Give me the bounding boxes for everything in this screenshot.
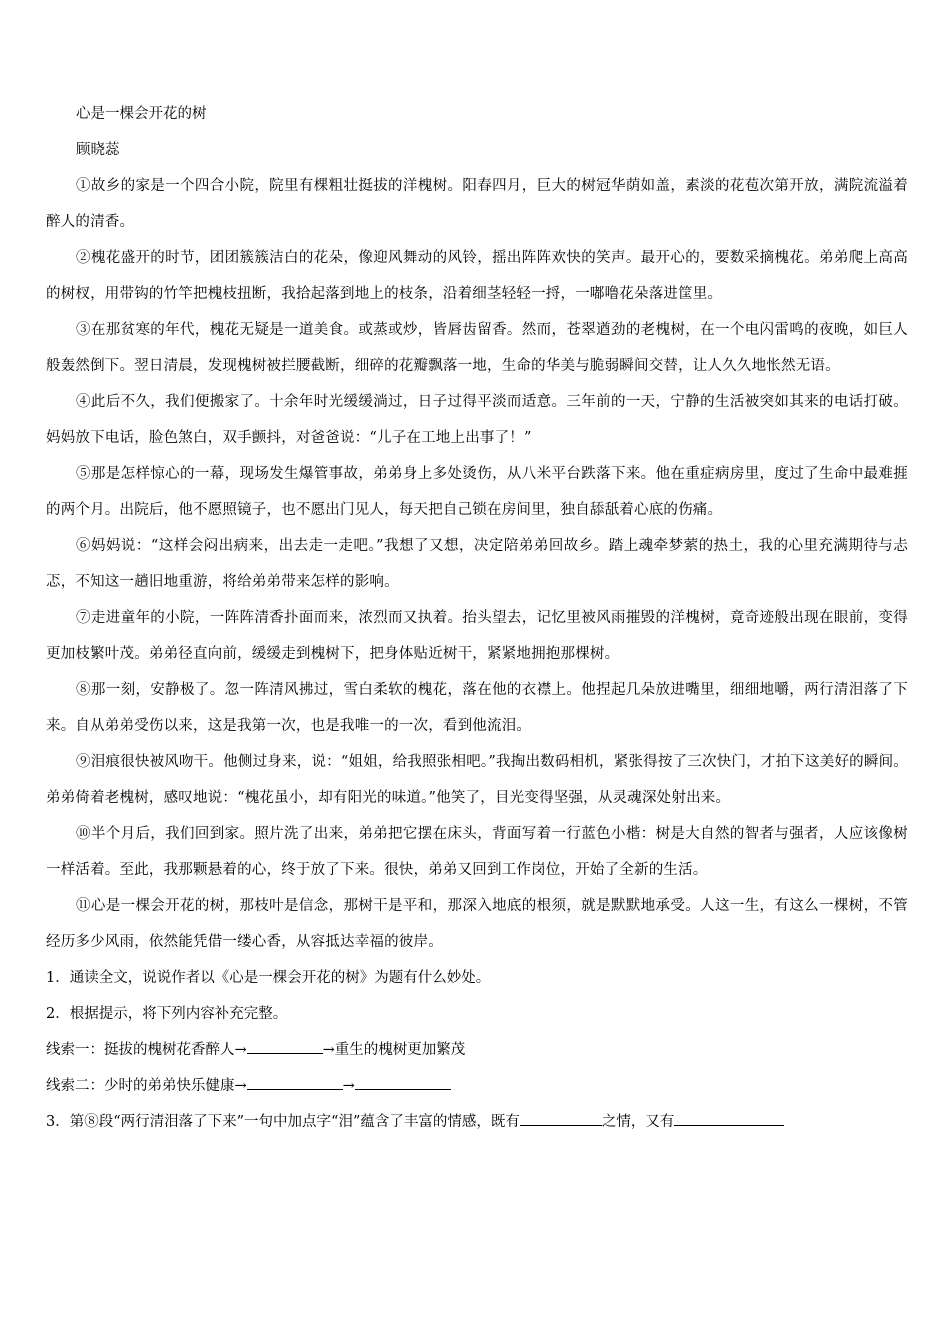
question-3-blank-1[interactable] bbox=[520, 1109, 602, 1126]
clue-2-blank-2[interactable] bbox=[355, 1073, 451, 1090]
clue-1-blank[interactable] bbox=[247, 1037, 323, 1054]
question-1: 1．通读全文，说说作者以《心是一棵会开花的树》为题有什么妙处。 bbox=[46, 970, 491, 986]
article-author: 顾晓蕊 bbox=[76, 142, 120, 158]
article-title: 心是一棵会开花的树 bbox=[76, 106, 207, 122]
question-3 bbox=[46, 1104, 908, 1140]
question-2: 2．根据提示，将下列内容补充完整。 bbox=[46, 1006, 288, 1022]
paragraph-11: ⑪心是一棵会开花的树，那枝叶是信念，那树干是平和，那深入地底的根须，就是默默地承受。人这一生，有这么一棵树，不管经历多少风雨，依然能凭借一缕心香，从容抵达幸福的彼岸。 bbox=[46, 898, 908, 950]
paragraph-8: ⑧那一刻，安静极了。忽一阵清风拂过，雪白柔软的槐花，落在他的衣襟上。他捏起几朵放进嘴里，细细地嚼，两行清泪落了下来。自从弟弟受伤以来，这是我第一次，也是我唯一的一次，看到他流泪。 bbox=[46, 682, 908, 734]
paragraph-6: ⑥妈妈说：“这样会闷出病来，出去走一走吧。”我想了又想，决定陪弟弟回故乡。踏上魂牵梦萦的热土，我的心里充满期待与忐忑，不知这一趟旧地重游，将给弟弟带来怎样的影响。 bbox=[46, 538, 908, 590]
paragraph-10: ⑩半个月后，我们回到家。照片洗了出来，弟弟把它摆在床头，背面写着一行蓝色小楷：树是大自然的智者与强者，人应该像树一样活着。至此，我那颗悬着的心，终于放了下来。很快，弟弟又回到工作岗位，开始了全新的生活。 bbox=[46, 826, 908, 878]
paragraph-4: ④此后不久，我们便搬家了。十余年时光缓缓淌过，日子过得平淡而适意。三年前的一天，宁静的生活被突如其来的电话打破。妈妈放下电话，脸色煞白，双手颤抖，对爸爸说：“儿子在工地上出事了！” bbox=[46, 394, 908, 446]
clue-2-arrow: → bbox=[342, 1078, 355, 1094]
paragraph-5: ⑤那是怎样惊心的一幕，现场发生爆管事故，弟弟身上多处烫伤，从八米平台跌落下来。他在重症病房里，度过了生命中最难捱的两个月。出院后，他不愿照镜子，也不愿出门见人，每天把自己锁在房间里，独自舔舐着心底的伤痛。 bbox=[46, 466, 908, 518]
clue-2 bbox=[46, 1068, 908, 1104]
clue-1 bbox=[46, 1032, 908, 1068]
paragraph-2: ②槐花盛开的时节，团团簇簇洁白的花朵，像迎风舞动的风铃，摇出阵阵欢快的笑声。最开心的，要数采摘槐花。弟弟爬上高高的树杈，用带钩的竹竿把槐枝扭断，我拾起落到地上的枝条，沿着细茎轻轻一捋，一嘟噜花朵落进筐里。 bbox=[46, 250, 908, 302]
paragraph-9: ⑨泪痕很快被风吻干。他侧过身来，说：“姐姐，给我照张相吧。”我掏出数码相机，紧张得按了三次快门，才拍下这美好的瞬间。弟弟倚着老槐树，感叹地说：“槐花虽小，却有阳光的味道。”他笑了，目光变得坚强，从灵魂深处射出来。 bbox=[46, 754, 908, 806]
clue-1-suffix: →重生的槐树更加繁茂 bbox=[322, 1042, 466, 1058]
clue-1-prefix: 线索一：挺拔的槐树花香醉人→ bbox=[46, 1042, 247, 1058]
question-3-prefix: 3．第⑧段“两行清泪落了下来”一句中加点字“泪”蕴含了丰富的情感，既有 bbox=[46, 1114, 520, 1130]
clue-2-prefix: 线索二：少时的弟弟快乐健康→ bbox=[46, 1078, 247, 1094]
question-3-blank-2[interactable] bbox=[674, 1109, 784, 1126]
paragraph-3: ③在那贫寒的年代，槐花无疑是一道美食。或蒸或炒，皆唇齿留香。然而，苍翠遒劲的老槐树，在一个电闪雷鸣的夜晚，如巨人般轰然倒下。翌日清晨，发现槐树被拦腰截断，细碎的花瓣飘落一地，生命的华美与脆弱瞬间交替，让人久久地怅然无语。 bbox=[46, 322, 908, 374]
document-page bbox=[46, 96, 908, 1140]
paragraph-1: ①故乡的家是一个四合小院，院里有棵粗壮挺拔的洋槐树。阳春四月，巨大的树冠华荫如盖，素淡的花苞次第开放，满院流溢着醉人的清香。 bbox=[46, 178, 908, 230]
paragraph-7: ⑦走进童年的小院，一阵阵清香扑面而来，浓烈而又执着。抬头望去，记忆里被风雨摧毁的洋槐树，竟奇迹般出现在眼前，变得更加枝繁叶茂。弟弟径直向前，缓缓走到槐树下，把身体贴近树干，紧紧地拥抱那棵树。 bbox=[46, 610, 908, 662]
clue-2-blank-1[interactable] bbox=[247, 1073, 343, 1090]
question-3-middle: 之情，又有 bbox=[601, 1114, 675, 1130]
